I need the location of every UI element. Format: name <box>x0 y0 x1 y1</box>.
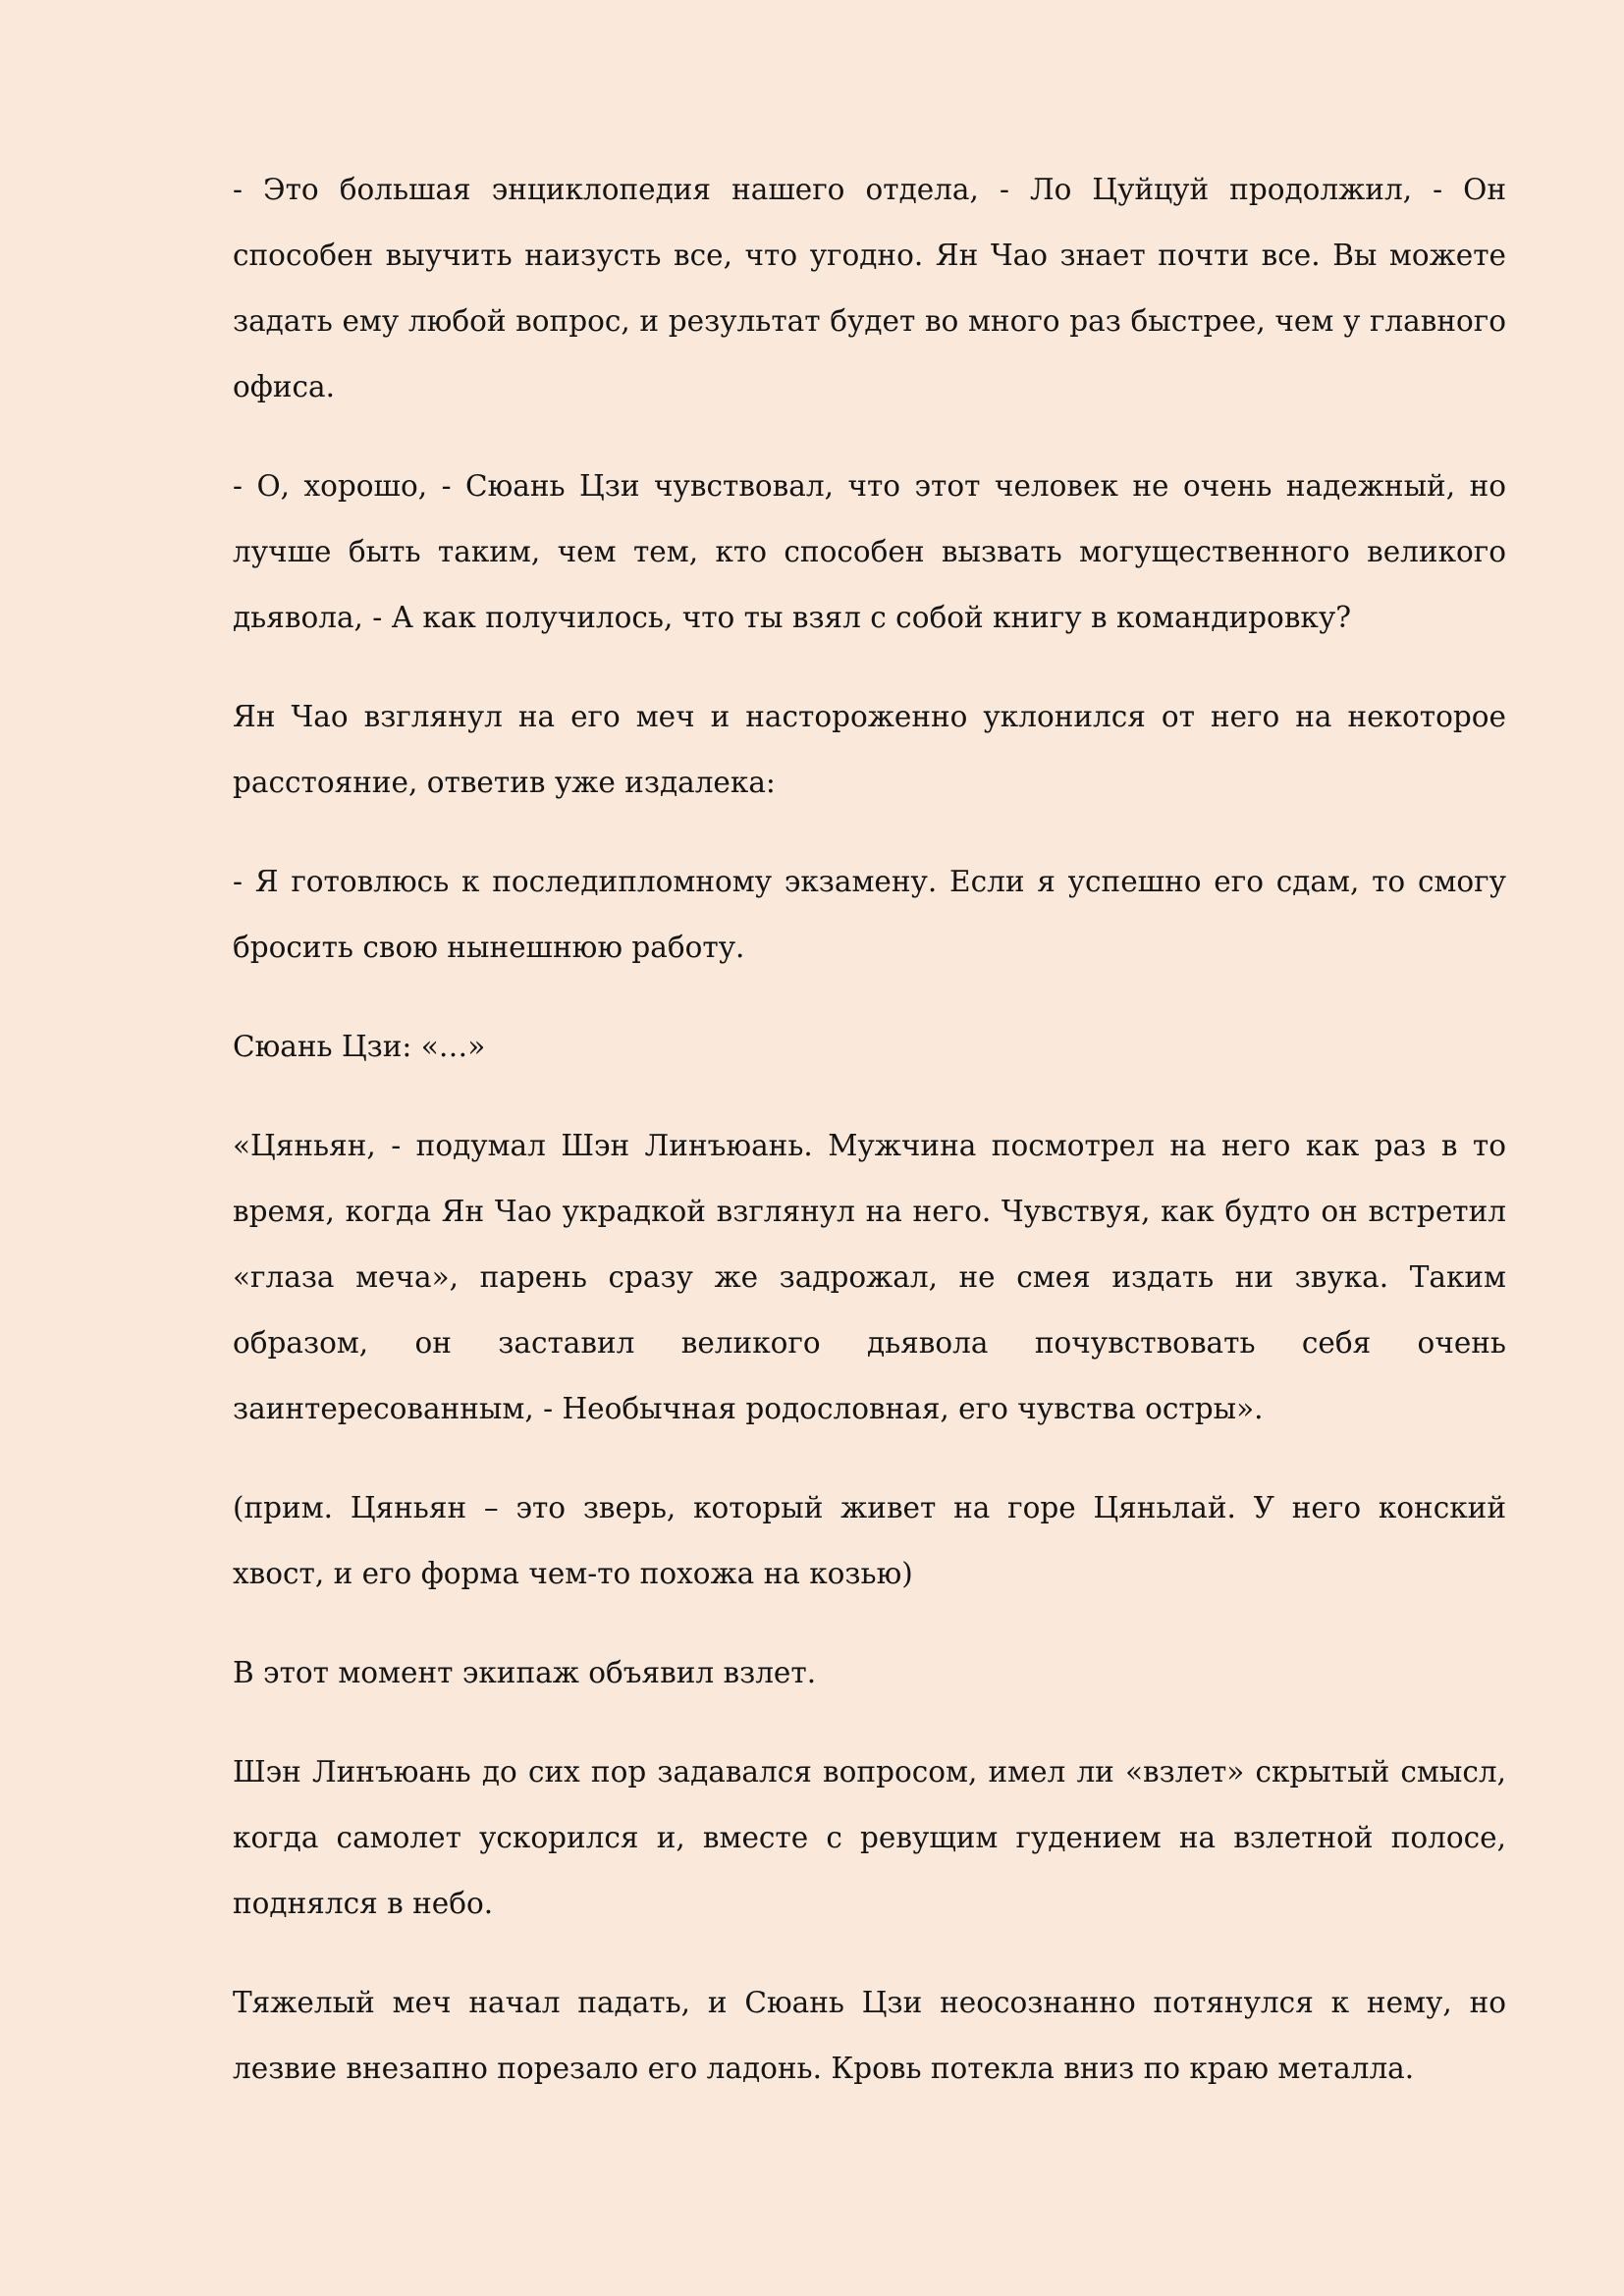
paragraph-3: Ян Чао взглянул на его меч и настороженно уклонился от него на некоторое расстояние, ответив уже издалека: <box>233 700 1506 799</box>
paragraph-8: В этот момент экипаж объявил взлет. <box>233 1656 817 1689</box>
paragraph-2: - О, хорошо, - Сюань Цзи чувствовал, что этот человек не очень надежный, но лучше быть таким, чем тем, кто способен вызвать могущественного великого дьявола, - А как получилось, что ты взял с собой книгу в командировку? <box>233 469 1506 634</box>
paragraph-9: Шэн Линъюань до сих пор задавался вопросом, имел ли «взлет» скрытый смысл, когда самолет ускорился и, вместе с ревущим гудением на взлетной полосе, поднялся в небо. <box>233 1755 1506 1920</box>
paragraph-10: Тяжелый меч начал падать, и Сюань Цзи неосознанно потянулся к нему, но лезвие внезапно порезало его ладонь. Кровь потекла вниз по краю металла. <box>233 1986 1506 2085</box>
document-body <box>233 157 1506 2102</box>
paragraph-6: «Цяньян, - подумал Шэн Линъюань. Мужчина посмотрел на него как раз в то время, когда Ян Чао украдкой взглянул на него. Чувствуя, как будто он встретил «глаза меча», парень сразу же задрожал, не смея издать ни звука. Таким образом, он заставил великого дьявола почувствовать себя очень заинтересованным, - Необычная родословная, его чувства остры». <box>233 1129 1506 1425</box>
paragraph-1: - Это большая энциклопедия нашего отдела, - Ло Цуйцуй продолжил, - Он способен выучить наизусть все, что угодно. Ян Чао знает почти все. Вы можете задать ему любой вопрос, и результат будет во много раз быстрее, чем у главного офиса. <box>233 173 1506 403</box>
paragraph-7: (прим. Цяньян – это зверь, который живет на горе Цяньлай. У него конский хвост, и его форма чем-то похожа на козью) <box>233 1491 1506 1590</box>
paragraph-4: - Я готовлюсь к последипломному экзамену. Если я успешно его сдам, то смогу бросить свою нынешнюю работу. <box>233 865 1506 964</box>
paragraph-5: Сюань Цзи: «…» <box>233 1030 486 1063</box>
